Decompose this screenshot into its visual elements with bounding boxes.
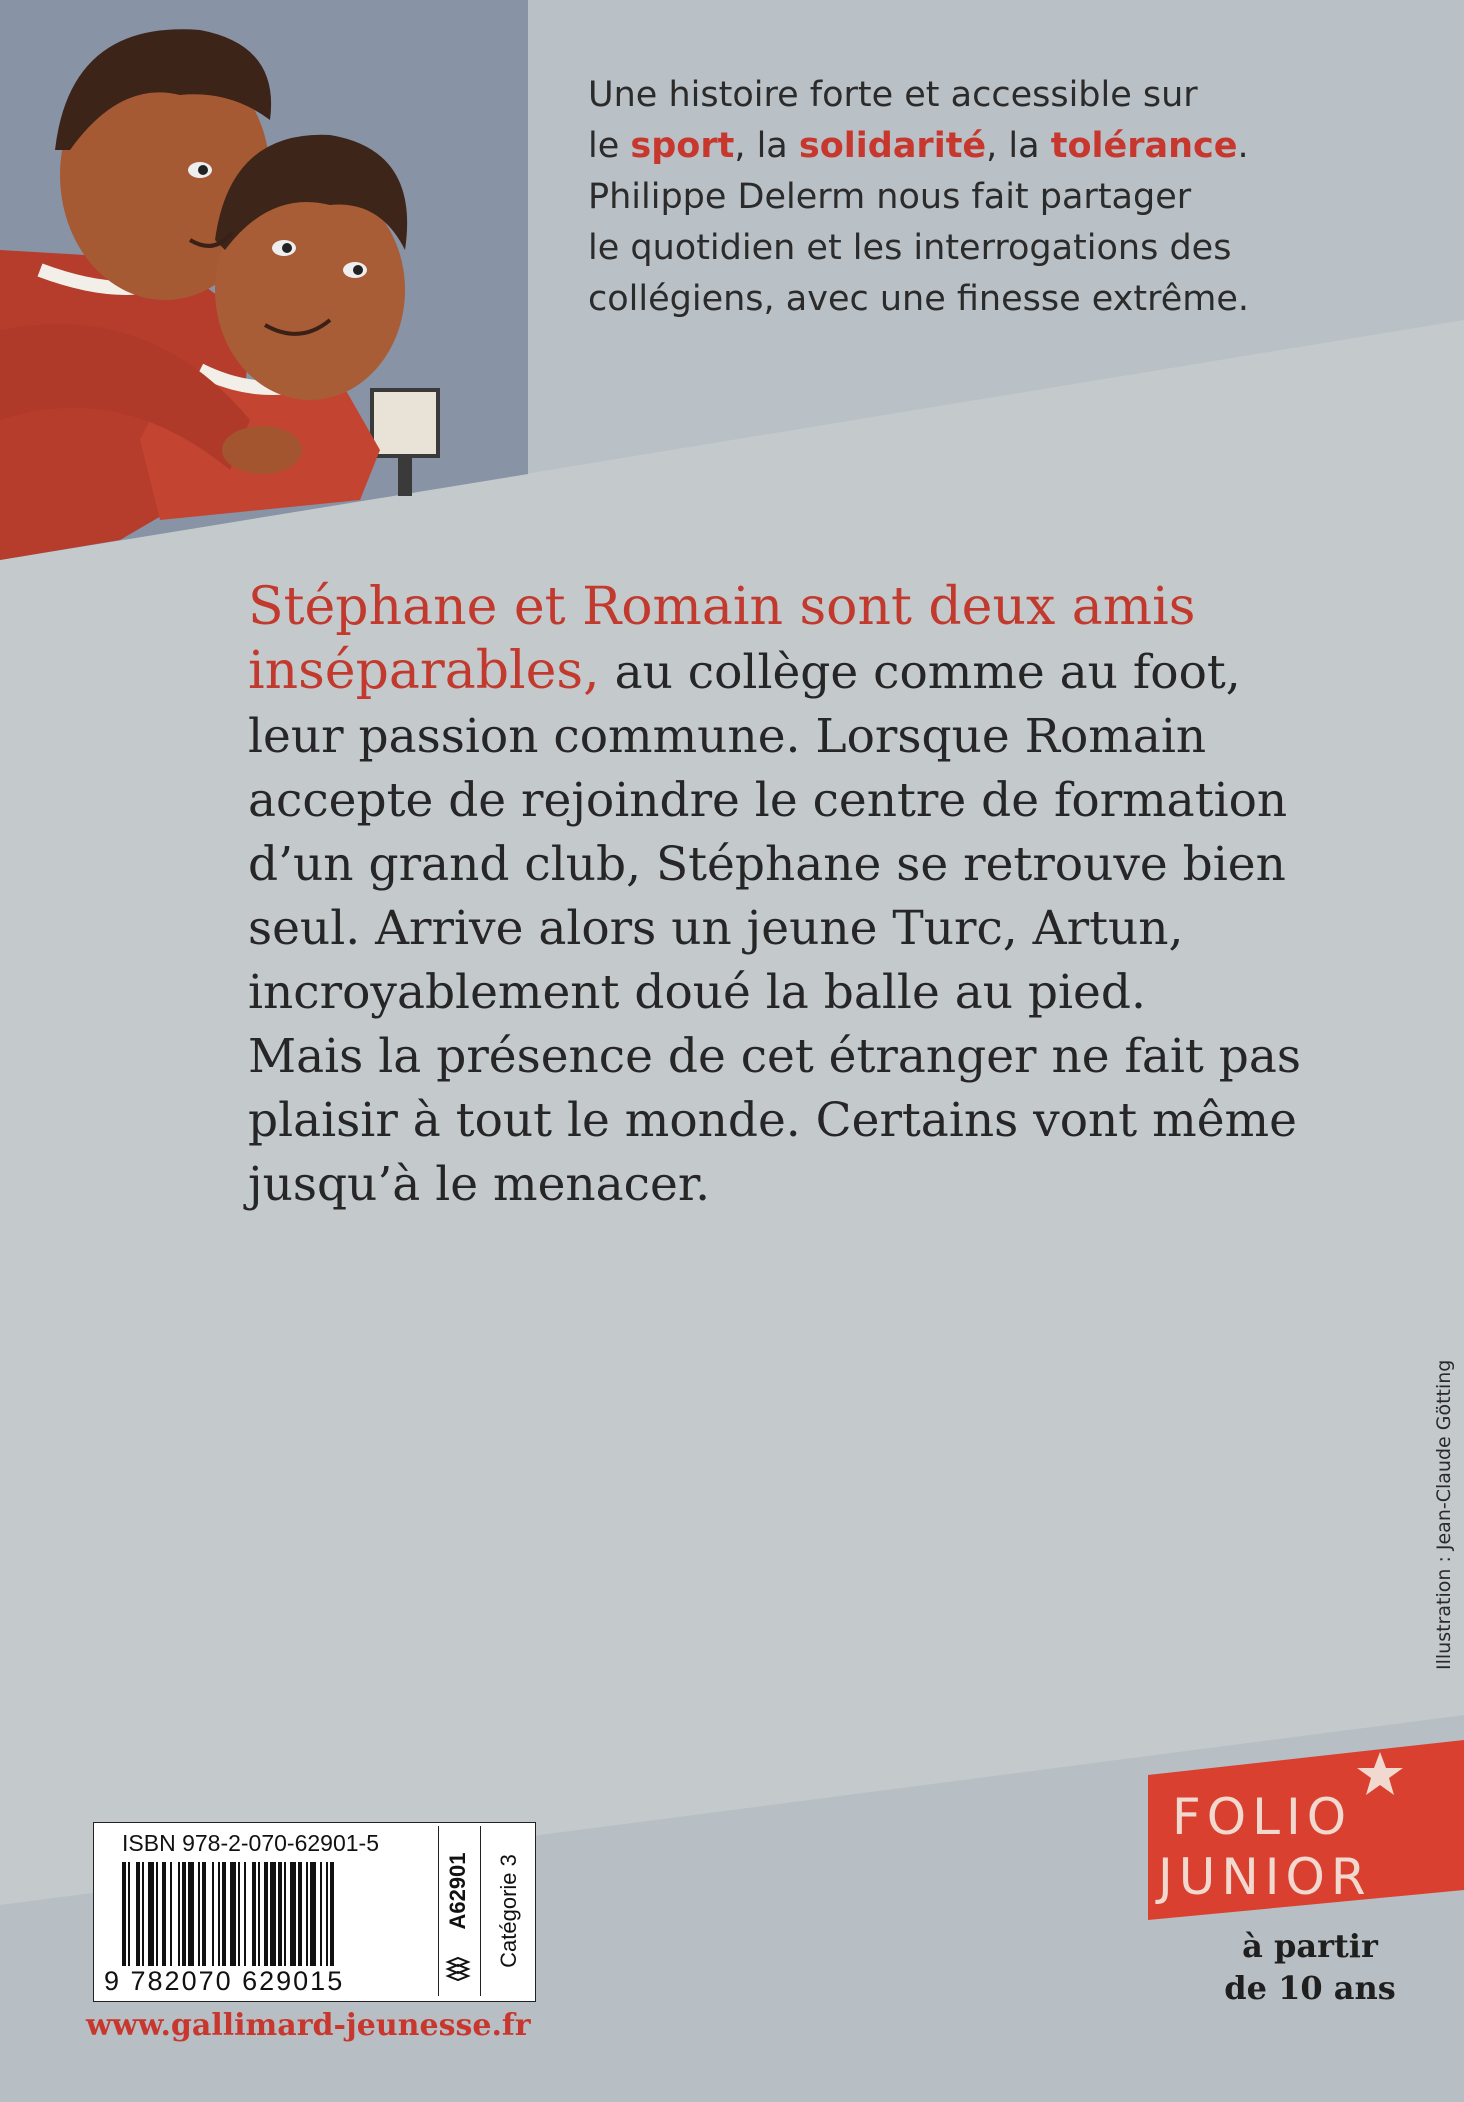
credit-text: Illustration : Jean-Claude Götting bbox=[1433, 1359, 1455, 1670]
age-line2: de 10 ans bbox=[1224, 1969, 1396, 2007]
blurb bbox=[588, 70, 1388, 325]
summary-line: seul. Arrive alors un jeune Turc, Artun, bbox=[248, 901, 1184, 956]
blurb-line: le quotidien et les interrogations des bbox=[588, 228, 1232, 268]
keyword-tolerance: tolérance bbox=[1050, 126, 1238, 166]
age-line1: à partir bbox=[1242, 1927, 1378, 1965]
summary-text: au collège comme au foot, bbox=[599, 645, 1241, 700]
summary-line: Mais la présence de cet étranger ne fait pas bbox=[248, 1029, 1301, 1084]
summary-line: incroyablement doué la balle au pied. bbox=[248, 965, 1146, 1020]
folio-junior-logo bbox=[1148, 1740, 1464, 1920]
summary-lead: inséparables, bbox=[248, 641, 600, 701]
blurb-line: collégiens, avec une finesse extrême. bbox=[588, 279, 1250, 319]
summary-line: d’un grand club, Stéphane se retrouve bien bbox=[248, 837, 1286, 892]
age-label bbox=[1200, 1925, 1420, 2009]
illustration-credit bbox=[1415, 1230, 1455, 1670]
book-stack-icon bbox=[445, 1956, 471, 1984]
product-code-text: A62901 bbox=[445, 1852, 470, 1930]
website-link[interactable]: www.gallimard-jeunesse.fr bbox=[86, 2008, 531, 2043]
keyword-sport: sport bbox=[630, 126, 735, 166]
summary-line: plaisir à tout le monde. Certains vont même bbox=[248, 1093, 1297, 1148]
category-text: Catégorie 3 bbox=[496, 1854, 521, 1968]
blurb-line bbox=[588, 121, 1388, 172]
logo-line2: JUNIOR bbox=[1158, 1848, 1372, 1906]
blurb-line: Philippe Delerm nous fait partager bbox=[588, 177, 1192, 217]
summary-line: leur passion commune. Lorsque Romain bbox=[248, 709, 1207, 764]
blurb-text: , la bbox=[986, 126, 1051, 166]
summary bbox=[248, 575, 1301, 1217]
keyword-solidarite: solidarité bbox=[798, 126, 987, 166]
blurb-line: Une histoire forte et accessible sur bbox=[588, 75, 1198, 115]
barcode bbox=[122, 1862, 432, 1966]
isbn-text: ISBN 978-2-070-62901-5 bbox=[122, 1830, 379, 1856]
summary-line: accepte de rejoindre le centre de formation bbox=[248, 773, 1288, 828]
logo-line1: FOLIO bbox=[1172, 1788, 1353, 1846]
blurb-text: . bbox=[1237, 126, 1249, 166]
summary-line: jusqu’à le menacer. bbox=[248, 1157, 711, 1212]
cover-illustration bbox=[0, 0, 528, 560]
summary-lead: Stéphane et Romain sont deux amis bbox=[248, 577, 1196, 637]
barcode-digits: 9 782070 629015 bbox=[104, 1966, 345, 1996]
blurb-text: le bbox=[588, 126, 631, 166]
summary-line bbox=[248, 639, 1298, 705]
product-code bbox=[438, 1826, 477, 1996]
category bbox=[480, 1826, 537, 1996]
blurb-text: , la bbox=[734, 126, 799, 166]
